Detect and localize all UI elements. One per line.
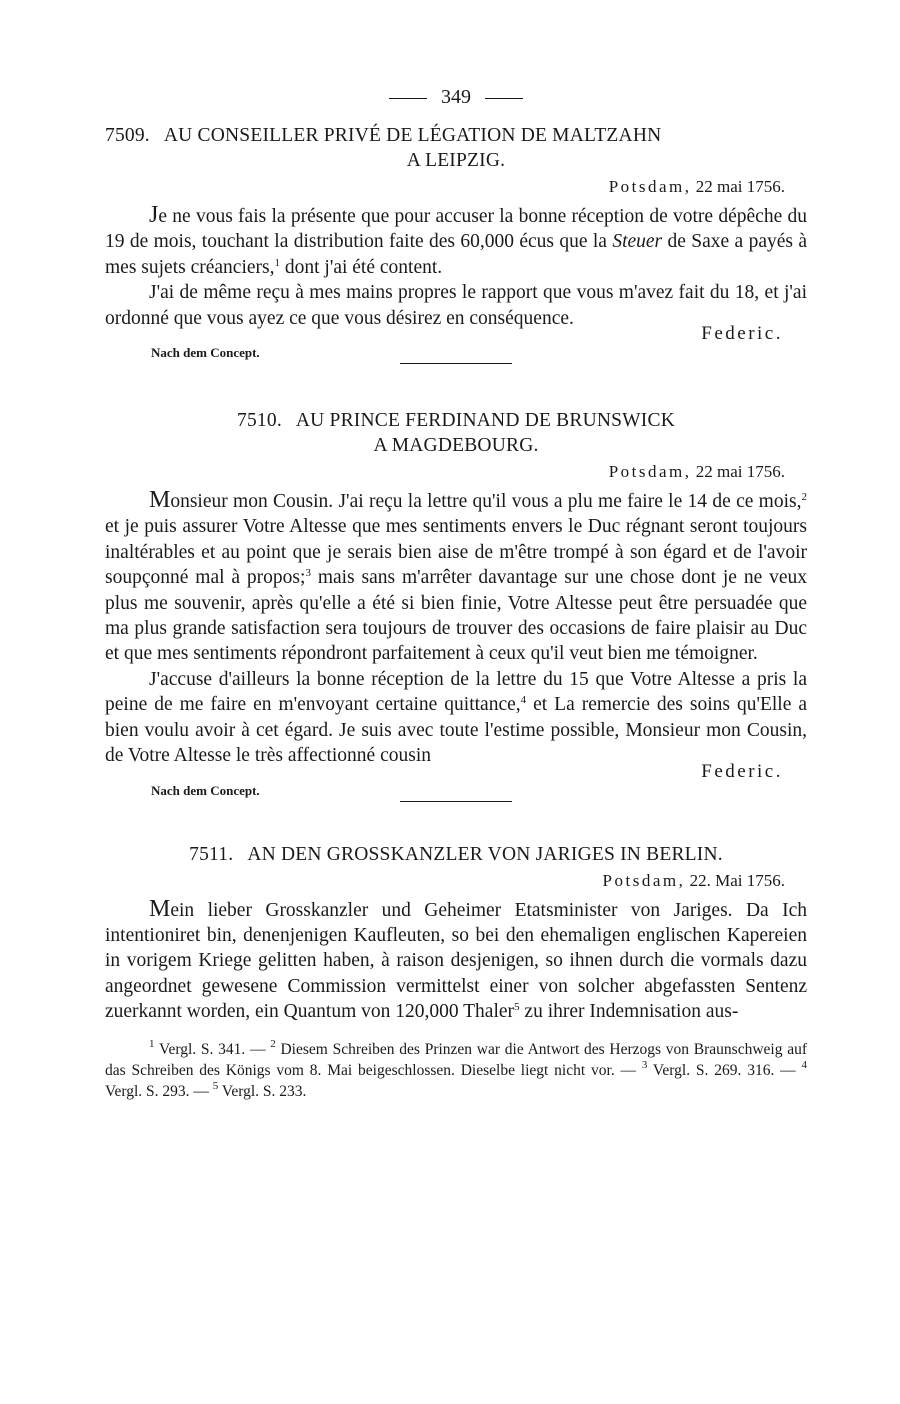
date-value: 22 mai 1756.	[695, 177, 785, 196]
footnote-marker: 4	[520, 694, 527, 707]
paragraph-text: et je puis assurer Votre Altesse que mes sentiments envers le Duc régnant seront toujours inaltérables et au point que je serais bien aise de m'être trompé à son égard et de l'avoir soupçonné mal à propos;	[105, 516, 807, 589]
letter-heading-line2: A MAGDEBOURG.	[373, 435, 539, 457]
paragraph-text: zu ihrer Indemnisation aus-	[519, 1001, 739, 1023]
paragraph-text: et La remercie des soins qu'Elle a bien voulu avoir à cet égard. Je suis avec toute l'estime possible, Monsieur mon Cousin, de Votre Altesse le très affectionné cousin	[105, 694, 807, 767]
date-value: 22 mai 1756.	[695, 462, 785, 482]
letter-date	[105, 462, 785, 482]
letter-heading-line1: AU CONSEILLER PRIVÉ DE LÉGATION DE MALTZAHN	[163, 125, 662, 146]
paragraph-text: de Saxe a payés à mes sujets créanciers,	[105, 231, 807, 278]
letter-7509	[105, 123, 807, 364]
footnote-text: Vergl. S. 269. 316. —	[647, 1061, 802, 1079]
footnote-number: 5	[212, 1079, 219, 1092]
footnote-number: 2	[270, 1037, 276, 1050]
source-note: Nach dem Concept.	[151, 345, 260, 361]
signature: Federic.	[701, 323, 783, 345]
section-divider	[400, 363, 512, 364]
date-place: Potsdam,	[608, 177, 692, 196]
signature: Federic.	[701, 760, 783, 782]
footnotes	[105, 1039, 807, 1102]
footnote-marker: 1	[274, 256, 280, 269]
paragraph-text: Monsieur mon Cousin. J'ai reçu la lettre qu'il vous a plu me faire le 14 de ce mois,	[149, 487, 802, 514]
paragraph-text: J'accuse d'ailleurs la bonne réception de la lettre du 15 que Votre Altesse a pris la peine de me faire en m'envoyant certaine quittance,	[105, 668, 807, 716]
letter-date	[105, 871, 785, 891]
letter-date	[105, 177, 785, 197]
letter-heading-line1: AN DEN GROSSKANZLER VON JARIGES IN BERLIN.	[247, 843, 723, 865]
source-note: Nach dem Concept.	[151, 782, 260, 798]
letter-paragraph	[105, 667, 807, 769]
paragraph-italic: Steuer	[612, 231, 663, 253]
footnote-number: 4	[801, 1058, 807, 1071]
letter-heading-line1: AU PRINCE FERDINAND DE BRUNSWICK	[295, 410, 675, 432]
letter-paragraph	[105, 203, 807, 280]
page-number-dash-left	[389, 98, 427, 99]
page-number-value: 349	[441, 86, 471, 108]
footnote-number: 3	[641, 1058, 648, 1071]
page-number-dash-right	[485, 98, 523, 99]
footnote-marker: 5	[514, 1001, 520, 1014]
footnote-text: Diesem Schreiben des Prinzen war die Antwort des Herzogs von Braunschweig auf das Schreiben des Königs vom 8. Mai beigeschlossen. Dieselbe liegt nicht vor. —	[105, 1040, 807, 1079]
letter-heading	[105, 123, 807, 173]
paragraph-text: Mein lieber Grosskanzler und Geheimer Etatsminister von Jariges. Da Ich intentioniret bin, denenjenigen Kaufleuten, so bei den ehemaligen englischen Kapereien in vorigem Kriege gelitten haben, à raison desjenigen, so ihnen durch die vormals dazu angeordnet gewesene Commission vermittelst einer von solcher abgefassten Sentenz zuerkannt worden, ein Quantum von 120,000 Thaler	[105, 895, 807, 1023]
footnote-number: 1	[149, 1037, 155, 1050]
letter-heading	[105, 842, 807, 867]
date-place: Potsdam,	[608, 462, 692, 482]
footnote-text: Vergl. S. 341. —	[154, 1040, 271, 1058]
paragraph-text: J'ai de même reçu à mes mains propres le rapport que vous m'avez fait du 18, et j'ai ordonné que vous ayez ce que vous désirez en conséquence.	[105, 282, 807, 329]
letter-7511	[105, 842, 807, 1025]
letter-number: 7509.	[105, 125, 150, 146]
section-divider	[400, 801, 512, 802]
paragraph-text: dont j'ai été content.	[279, 256, 443, 278]
paragraph-text: mais sans m'arrêter davantage sur une chose dont je ne veux plus me souvenir, après qu'elle a été si bien finie, Votre Altesse peut être persuadée que ma plus grande satisfaction sera toujours de trouver des occasions de faire plaisir au Duc et que mes sentiments répondront parfaitement à ceux qu'il veut bien me témoigner.	[105, 567, 808, 665]
letter-number: 7511.	[189, 843, 234, 865]
letter-heading-line2: A LEIPZIG.	[406, 150, 506, 171]
footnote-text: Vergl. S. 233.	[218, 1082, 307, 1100]
date-place: Potsdam,	[602, 870, 686, 890]
paragraph-text: Je ne vous fais la présente que pour accuser la bonne réception de votre dépêche du 19 de mois, touchant la distribution faite des 60,000 écus que la	[105, 202, 807, 253]
letter-number: 7510.	[237, 410, 282, 432]
letter-7510	[105, 408, 807, 801]
document-page	[105, 86, 807, 1102]
page-number	[105, 86, 807, 109]
letter-heading	[105, 408, 807, 458]
date-value: 22. Mai 1756.	[689, 870, 785, 890]
letter-paragraph	[105, 488, 807, 667]
footnote-text: Vergl. S. 293. —	[105, 1082, 213, 1100]
letter-paragraph	[105, 897, 807, 1025]
footnote-marker: 3	[305, 567, 311, 580]
footnote-marker: 2	[801, 491, 807, 504]
